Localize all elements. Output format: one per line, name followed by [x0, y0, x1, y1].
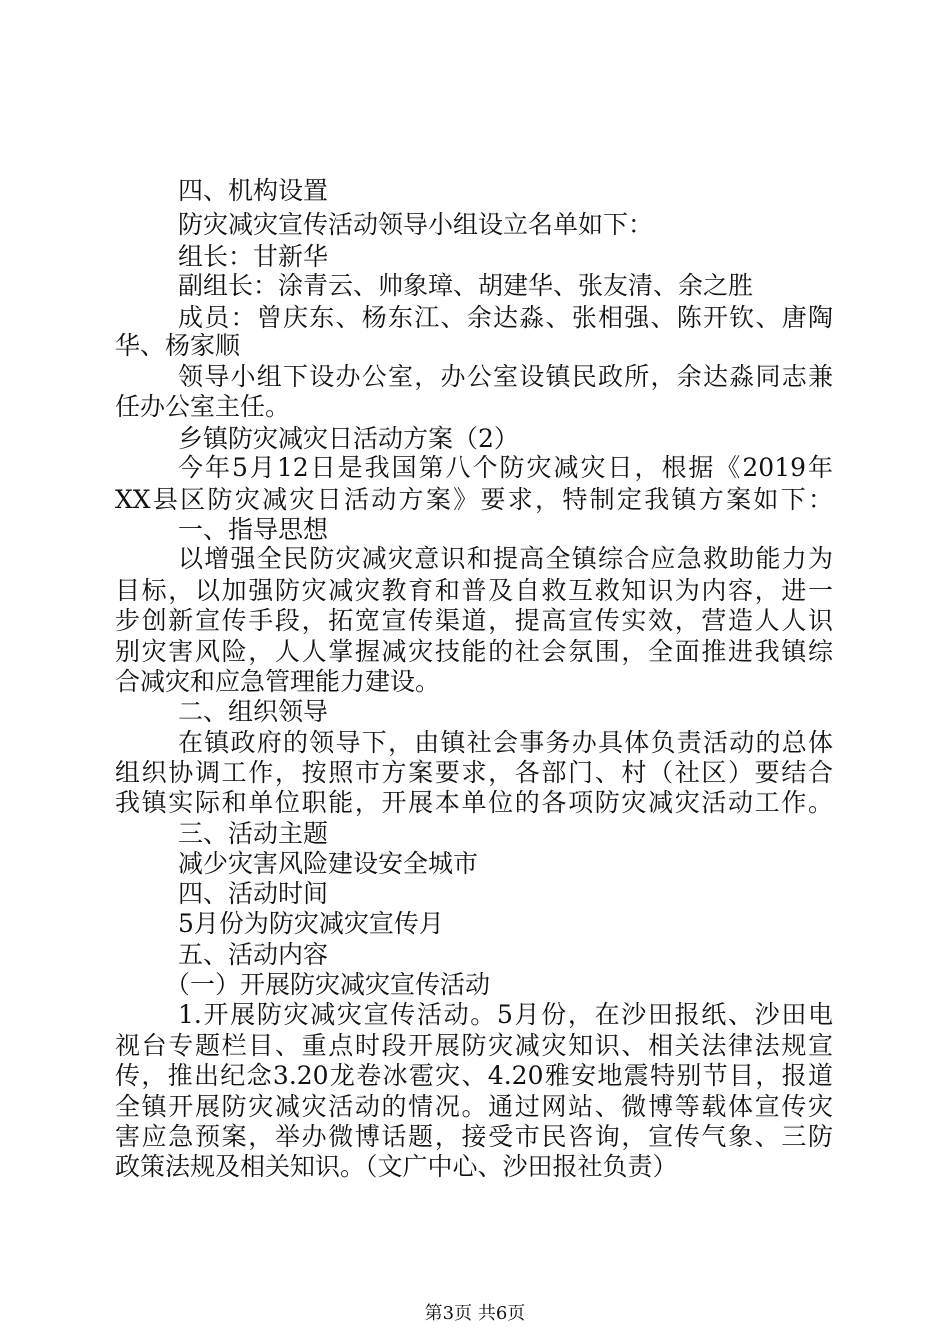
section-title: 乡镇防灾减灾日活动方案（2）: [178, 424, 519, 453]
paragraph-line: 副组长：涂青云、帅象璋、胡建华、张友清、余之胜: [178, 271, 754, 300]
section-heading-organization: 四、机构设置: [178, 176, 329, 205]
paragraph-line: 成员：曾庆东、杨东江、余达淼、张相强、陈开钦、唐陶: [178, 303, 833, 332]
paragraph-line: 任办公室主任。: [115, 392, 291, 421]
paragraph-line: 5月份为防灾减灾宣传月: [178, 909, 444, 938]
paragraph-line: 华、杨家顺: [115, 331, 241, 360]
paragraph-line: 目标，以加强防灾减灾教育和普及自救互救知识为内容，进一: [115, 576, 833, 605]
paragraph-line: 政策法规及相关知识。（文广中心、沙田报社负责）: [115, 1152, 678, 1181]
paragraph-line: 传，推出纪念3.20龙卷冰雹灾、4.20雅安地震特别节目，报道: [115, 1061, 833, 1090]
paragraph-line: 防灾减灾宣传活动领导小组设立名单如下：: [178, 210, 654, 239]
paragraph-line: 领导小组下设办公室，办公室设镇民政所，余达淼同志兼: [178, 362, 833, 391]
paragraph-line: 别灾害风险，人人掌握减灾技能的社会氛围，全面推进我镇综: [115, 637, 833, 666]
page-number: 第3页 共6页: [424, 1303, 526, 1324]
paragraph-line: 步创新宣传手段，拓宽宣传渠道，提高宣传实效，营造人人识: [115, 606, 833, 635]
paragraph-line: 组长：甘新华: [178, 242, 329, 271]
paragraph-line: 害应急预案，举办微博话题，接受市民咨询，宣传气象、三防: [115, 1122, 833, 1151]
paragraph-line: 组织协调工作，按照市方案要求，各部门、村（社区）要结合: [115, 758, 833, 787]
section-heading-theme: 三、活动主题: [178, 819, 329, 848]
section-heading-leadership: 二、组织领导: [178, 697, 329, 726]
paragraph-line: 视台专题栏目、重点时段开展防灾减灾知识、相关法律法规宣: [115, 1031, 833, 1060]
section-heading-guiding-thought: 一、指导思想: [178, 515, 329, 544]
paragraph-line: 全镇开展防灾减灾活动的情况。通过网站、微博等载体宣传灾: [115, 1092, 833, 1121]
section-heading-content: 五、活动内容: [178, 940, 329, 969]
section-heading-time: 四、活动时间: [178, 879, 329, 908]
paragraph-line: 在镇政府的领导下，由镇社会事务办具体负责活动的总体: [178, 728, 833, 757]
paragraph-line: 以增强全民防灾减灾意识和提高全镇综合应急救助能力为: [178, 544, 833, 573]
paragraph-line: 减少灾害风险建设安全城市: [178, 849, 479, 878]
paragraph-line: XX县区防灾减灾日活动方案》要求，特制定我镇方案如下：: [115, 485, 833, 514]
paragraph-line: 我镇实际和单位职能，开展本单位的各项防灾减灾活动工作。: [115, 788, 833, 817]
paragraph-line: 今年5月12日是我国第八个防灾减灾日，根据《2019年: [178, 453, 833, 482]
subsection-heading: （一）开展防灾减灾宣传活动: [165, 970, 491, 999]
paragraph-line: 1.开展防灾减灾宣传活动。5月份，在沙田报纸、沙田电: [178, 1000, 833, 1029]
paragraph-line: 合减灾和应急管理能力建设。: [115, 667, 441, 696]
